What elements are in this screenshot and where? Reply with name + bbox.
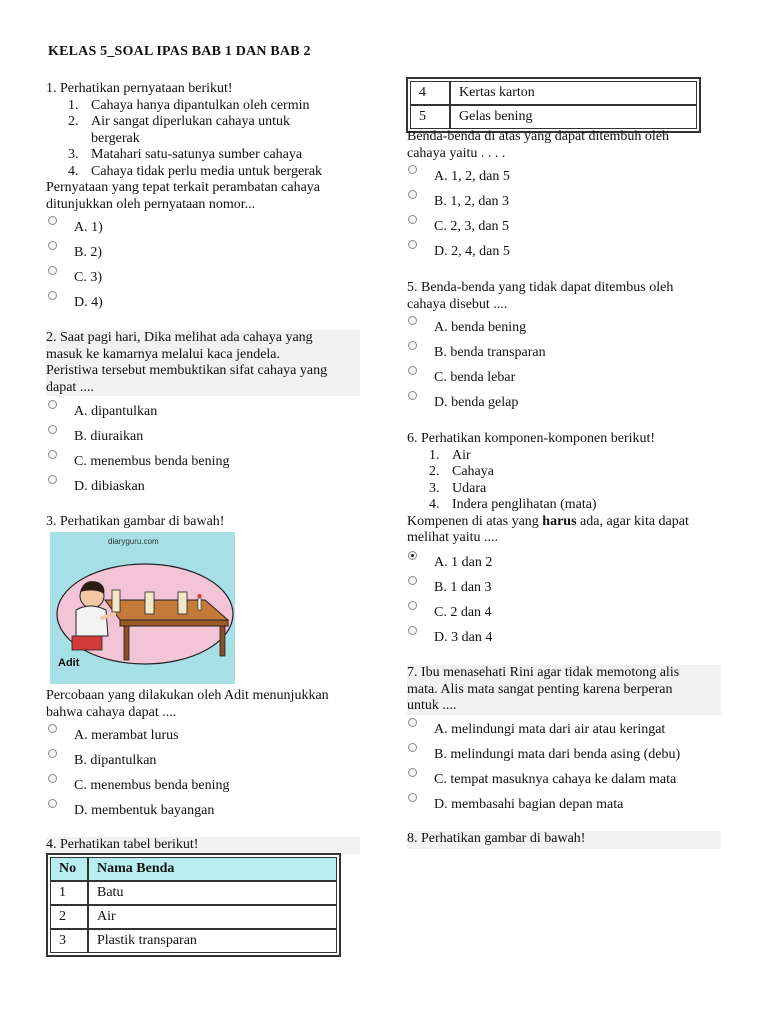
question-4-prompt: 4. Perhatikan tabel berikut! [46,837,360,854]
question-1-text: ditunjukkan oleh pernyataan nomor... [46,196,256,212]
list-item: 4. Indera penglihatan (mata) [429,497,597,512]
question-5-options [408,322,708,422]
option-c[interactable]: C. tempat masuknya cahaya ke dalam mata [408,774,718,799]
radio-button[interactable] [48,425,57,434]
option-a[interactable]: A. benda bening [408,322,708,347]
radio-button[interactable] [408,743,417,752]
option-a[interactable]: A. 1 dan 2 [408,557,708,582]
option-d[interactable]: D. membasahi bagian depan mata [408,799,718,824]
radio-button[interactable] [408,793,417,802]
experiment-illustration [50,532,235,684]
table-row: 2 Air [50,905,337,929]
option-d[interactable]: D. benda gelap [408,397,708,422]
radio-button[interactable] [48,774,57,783]
option-a[interactable]: A. 1, 2, dan 5 [408,171,708,196]
option-c[interactable]: C. benda lebar [408,372,708,397]
option-b[interactable]: B. diuraikan [48,431,348,456]
question-1-options [48,222,348,322]
question-6-prompt: 6. Perhatikan komponen-komponen berikut! [407,431,656,446]
question-6-text: Kompenen di atas yang harus ada, agar kita dapat [407,513,689,529]
image-watermark: diaryguru.com [108,537,159,546]
question-3-prompt: 3. Perhatikan gambar di bawah! [46,514,225,529]
question-1-statements [46,98,366,181]
question-8-prompt: 8. Perhatikan gambar di bawah! [407,831,721,849]
list-item: 3. Udara [429,480,487,496]
radio-button[interactable] [408,601,417,610]
radio-button[interactable] [408,391,417,400]
option-d[interactable]: D. membentuk bayangan [48,805,348,830]
option-a[interactable]: A. merambat lurus [48,730,348,755]
question-6-options [408,557,708,657]
question-6: 6. Perhatikan komponen-komponen berikut! 1. Air 2. Cahaya 3. Udara 4. Indera penglihatan (mata) Kompenen di atas yang harus ada, agar kita dapat melihat yaitu .... [407,431,727,547]
option-a[interactable]: A. 1) [48,222,348,247]
radio-button[interactable] [408,316,417,325]
option-b[interactable]: B. melindungi mata dari benda asing (debu) [408,749,718,774]
list-item: 1. Air [429,447,471,463]
table-row: 5 Gelas bening [410,105,697,129]
radio-button[interactable] [48,291,57,300]
table-row: 4 Kertas karton [410,81,697,105]
radio-button[interactable] [48,266,57,275]
option-c[interactable]: C. menembus benda bening [48,780,348,805]
question-3-options [48,730,348,830]
option-a[interactable]: A. dipantulkan [48,406,348,431]
question-1-prompt: 1. Perhatikan pernyataan berikut! [46,81,233,96]
option-d[interactable]: D. 4) [48,297,348,322]
radio-button[interactable] [48,216,57,225]
option-c[interactable]: C. 2, 3, dan 5 [408,221,708,246]
image-caption: Adit [58,657,80,669]
radio-button[interactable] [408,576,417,585]
option-a[interactable]: A. melindungi mata dari air atau keringat [408,724,718,749]
table-row: 3 Plastik transparan [50,929,337,953]
option-d[interactable]: D. 3 dan 4 [408,632,708,657]
question-1-text: Pernyataan yang tepat terkait perambatan cahaya [46,180,321,195]
question-7-options [408,724,718,824]
radio-button[interactable] [408,768,417,777]
question-4-options [408,171,708,271]
question-4-text: Benda-benda di atas yang dapat ditembuh oleh cahaya yaitu . . . . [407,129,670,161]
option-b[interactable]: B. dipantulkan [48,755,348,780]
option-b[interactable]: B. benda transparan [408,347,708,372]
radio-button-selected[interactable] [408,551,417,560]
list-item: 1. Cahaya hanya dipantulkan oleh cermin [68,97,310,113]
radio-button[interactable] [408,165,417,174]
table-header-row [50,857,337,881]
question-1 [46,81,366,213]
option-b[interactable]: B. 1 dan 3 [408,582,708,607]
objects-table [46,853,341,957]
radio-button[interactable] [48,400,57,409]
radio-button[interactable] [48,724,57,733]
list-item: bergerak [91,130,140,146]
radio-button[interactable] [48,799,57,808]
radio-button[interactable] [48,450,57,459]
question-6-items [407,448,727,514]
table-row: 1 Batu [50,881,337,905]
option-d[interactable]: D. 2, 4, dan 5 [408,246,708,271]
question-7: 7. Ibu menasehati Rini agar tidak memotong alis mata. Alis mata sangat penting karena berperan untuk .... [407,665,721,715]
radio-button[interactable] [408,718,417,727]
radio-button[interactable] [48,749,57,758]
question-3-text: Percobaan yang dilakukan oleh Adit menunjukkan bahwa cahaya dapat .... [46,688,329,720]
table-header: Nama Benda [88,857,337,881]
option-b[interactable]: B. 1, 2, dan 3 [408,196,708,221]
radio-button[interactable] [408,341,417,350]
option-c[interactable]: C. menembus benda bening [48,456,348,481]
list-item: 2. Cahaya [429,464,494,479]
radio-button[interactable] [48,475,57,484]
list-item: 4. Cahaya tidak perlu media untuk bergerak [68,163,323,179]
objects-table-continued [406,77,701,133]
question-2: 2. Saat pagi hari, Dika melihat ada cahaya yang masuk ke kamarnya melalui kaca jendela. Peristiwa tersebut membuktikan sifat cahaya yang dapat .... [46,330,360,396]
option-c[interactable]: C. 2 dan 4 [408,607,708,632]
question-5: 5. Benda-benda yang tidak dapat ditembus oleh cahaya disebut .... [407,280,674,312]
radio-button[interactable] [408,215,417,224]
table-header: No [50,857,88,881]
page-title: KELAS 5_SOAL IPAS BAB 1 DAN BAB 2 [48,44,311,59]
list-item: 3. Matahari satu-satunya sumber cahaya [68,147,303,162]
option-b[interactable]: B. 2) [48,247,348,272]
list-item: 2. Air sangat diperlukan cahaya untuk [68,114,291,129]
radio-button[interactable] [408,240,417,249]
radio-button[interactable] [48,241,57,250]
question-2-options [48,406,348,506]
option-d[interactable]: D. dibiaskan [48,481,348,506]
radio-button[interactable] [408,190,417,199]
radio-button[interactable] [408,626,417,635]
option-c[interactable]: C. 3) [48,272,348,297]
radio-button[interactable] [408,366,417,375]
